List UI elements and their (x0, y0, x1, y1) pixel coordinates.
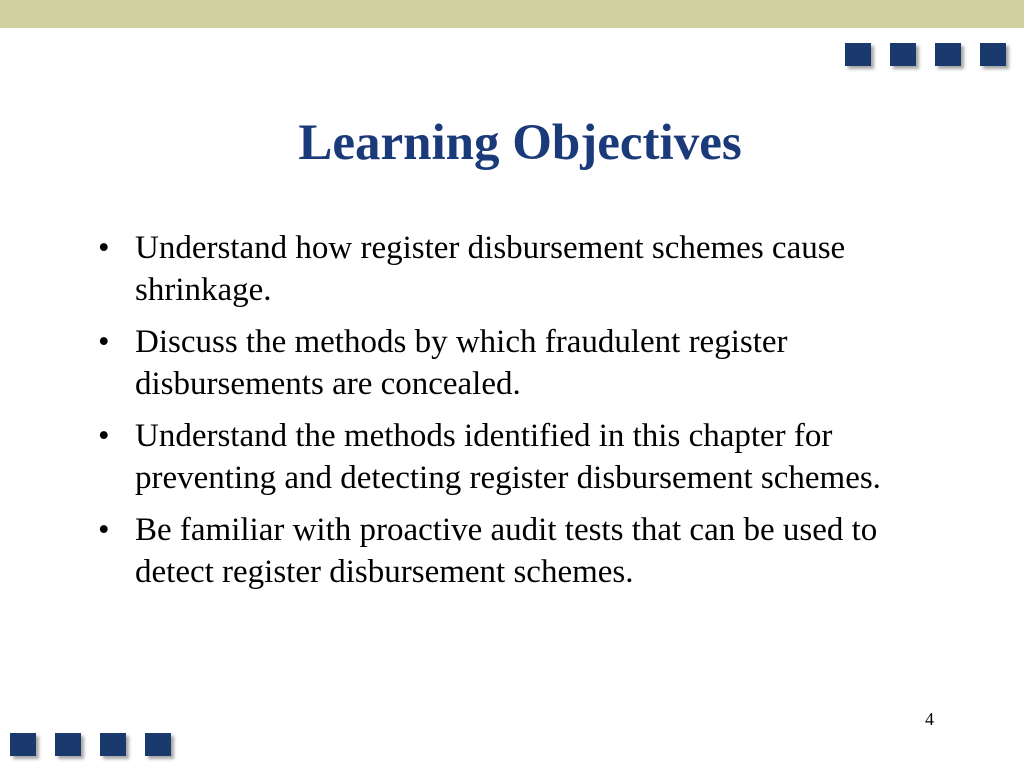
objective-text: Discuss the methods by which fraudulent register disbursements are concealed. (135, 324, 788, 402)
top-decor-squares (845, 43, 1006, 66)
decor-square (100, 733, 126, 756)
page-number: 4 (925, 709, 934, 729)
decor-square (980, 43, 1006, 66)
decor-square (890, 43, 916, 66)
top-band (0, 0, 1024, 28)
objective-item (98, 321, 948, 405)
objective-text: Understand how register disbursement schemes cause shrinkage. (135, 230, 846, 308)
objective-item (98, 415, 948, 499)
bottom-decor-squares (10, 733, 171, 756)
decor-square (145, 733, 171, 756)
bullet-icon: • (98, 230, 110, 266)
slide-title: Learning Objectives (298, 115, 742, 171)
bullet-icon: • (98, 324, 110, 360)
objectives-list (98, 227, 948, 603)
decor-square (10, 733, 36, 756)
bullet-icon: • (98, 512, 110, 548)
decor-square (55, 733, 81, 756)
objective-item (98, 227, 948, 311)
objective-text: Be familiar with proactive audit tests that can be used to detect register disbursement schemes. (135, 512, 878, 590)
bullet-icon: • (98, 418, 110, 454)
decor-square (845, 43, 871, 66)
decor-square (935, 43, 961, 66)
objective-text: Understand the methods identified in this chapter for preventing and detecting register disbursement schemes. (135, 418, 881, 496)
objective-item (98, 509, 948, 593)
